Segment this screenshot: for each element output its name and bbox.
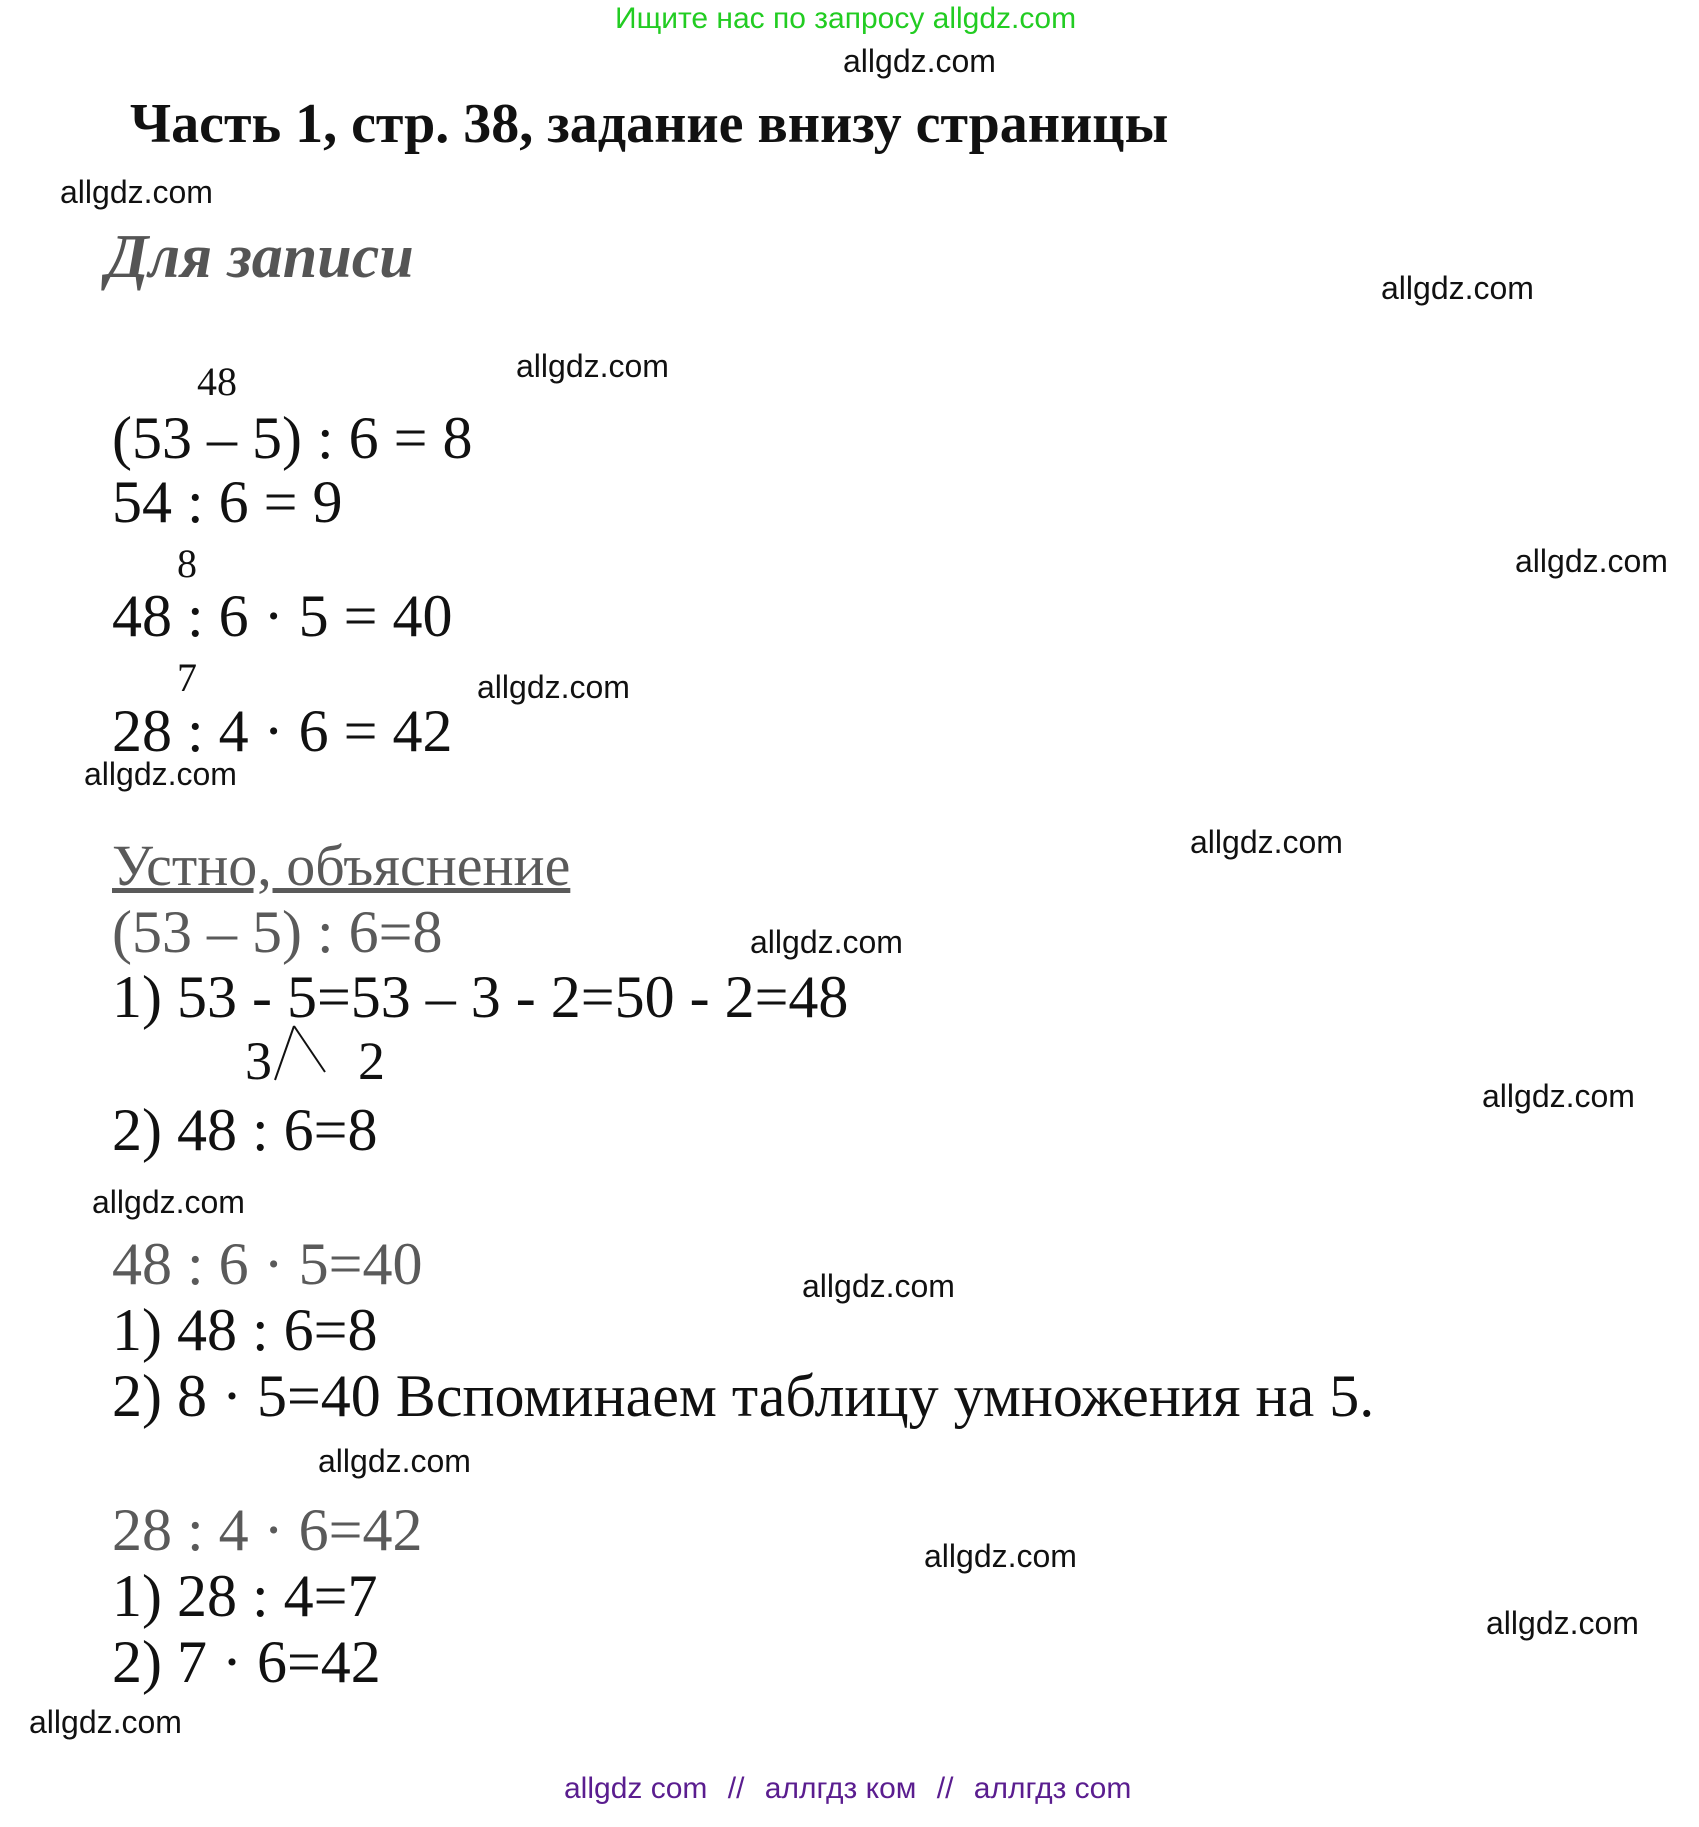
annotation-8: 8 [177, 541, 197, 586]
footer-links [564, 1772, 1131, 1806]
oral-block3-step1: 1) 28 : 4=7 [112, 1563, 378, 1629]
footer-link-allgdz[interactable]: allgdz com [564, 1772, 708, 1805]
watermark: allgdz.com [60, 174, 213, 210]
watermark: allgdz.com [1515, 543, 1668, 579]
watermark: allgdz.com [1190, 824, 1343, 860]
page-title: Часть 1, стр. 38, задание внизу страницы [130, 93, 1169, 155]
watermark: allgdz.com [318, 1443, 471, 1479]
footer-link-allgdz-mixed[interactable]: аллгдз com [973, 1772, 1132, 1805]
footer-separator: // [727, 1772, 745, 1805]
site-label: allgdz.com [843, 43, 996, 79]
split-lines-icon [270, 1022, 330, 1092]
oral-block1-step2: 2) 48 : 6=8 [112, 1097, 378, 1163]
watermark: allgdz.com [1381, 270, 1534, 306]
oral-block1-expr: (53 – 5) : 6=8 [112, 899, 443, 965]
record-line-1: (53 – 5) : 6 = 8 [112, 405, 473, 471]
footer-link-allgdz-cyrillic[interactable]: аллгдз ком [764, 1772, 917, 1805]
watermark: allgdz.com [84, 756, 237, 792]
watermark: allgdz.com [477, 669, 630, 705]
record-line-3: 48 : 6 · 5 = 40 [112, 583, 453, 649]
watermark: allgdz.com [1482, 1078, 1635, 1114]
annotation-48: 48 [197, 359, 237, 404]
split-right-value: 2 [358, 1031, 385, 1091]
footer-separator: // [936, 1772, 954, 1805]
oral-block2-step2: 2) 8 · 5=40 Вспоминаем таблицу умножения на 5. [112, 1363, 1375, 1429]
search-hint[interactable]: Ищите нас по запросу allgdz.com [615, 2, 1077, 35]
oral-block3-step2: 2) 7 · 6=42 [112, 1629, 381, 1695]
oral-block2-step1: 1) 48 : 6=8 [112, 1297, 378, 1363]
watermark: allgdz.com [1486, 1605, 1639, 1641]
oral-block1-step1: 1) 53 - 5=53 – 3 - 2=50 - 2=48 [112, 964, 849, 1030]
oral-block2-expr: 48 : 6 · 5=40 [112, 1231, 423, 1297]
watermark: allgdz.com [750, 924, 903, 960]
split-left-value: 3 [245, 1031, 272, 1091]
watermark: allgdz.com [924, 1538, 1077, 1574]
annotation-7: 7 [177, 655, 197, 700]
watermark: allgdz.com [92, 1184, 245, 1220]
record-line-2: 54 : 6 = 9 [112, 469, 343, 535]
watermark: allgdz.com [29, 1704, 182, 1740]
watermark: allgdz.com [802, 1268, 955, 1304]
watermark: allgdz.com [516, 348, 669, 384]
record-line-4: 28 : 4 · 6 = 42 [112, 698, 453, 764]
oral-block3-expr: 28 : 4 · 6=42 [112, 1497, 423, 1563]
oral-heading: Устно, объяснение [112, 833, 571, 898]
record-heading: Для записи [106, 223, 414, 291]
